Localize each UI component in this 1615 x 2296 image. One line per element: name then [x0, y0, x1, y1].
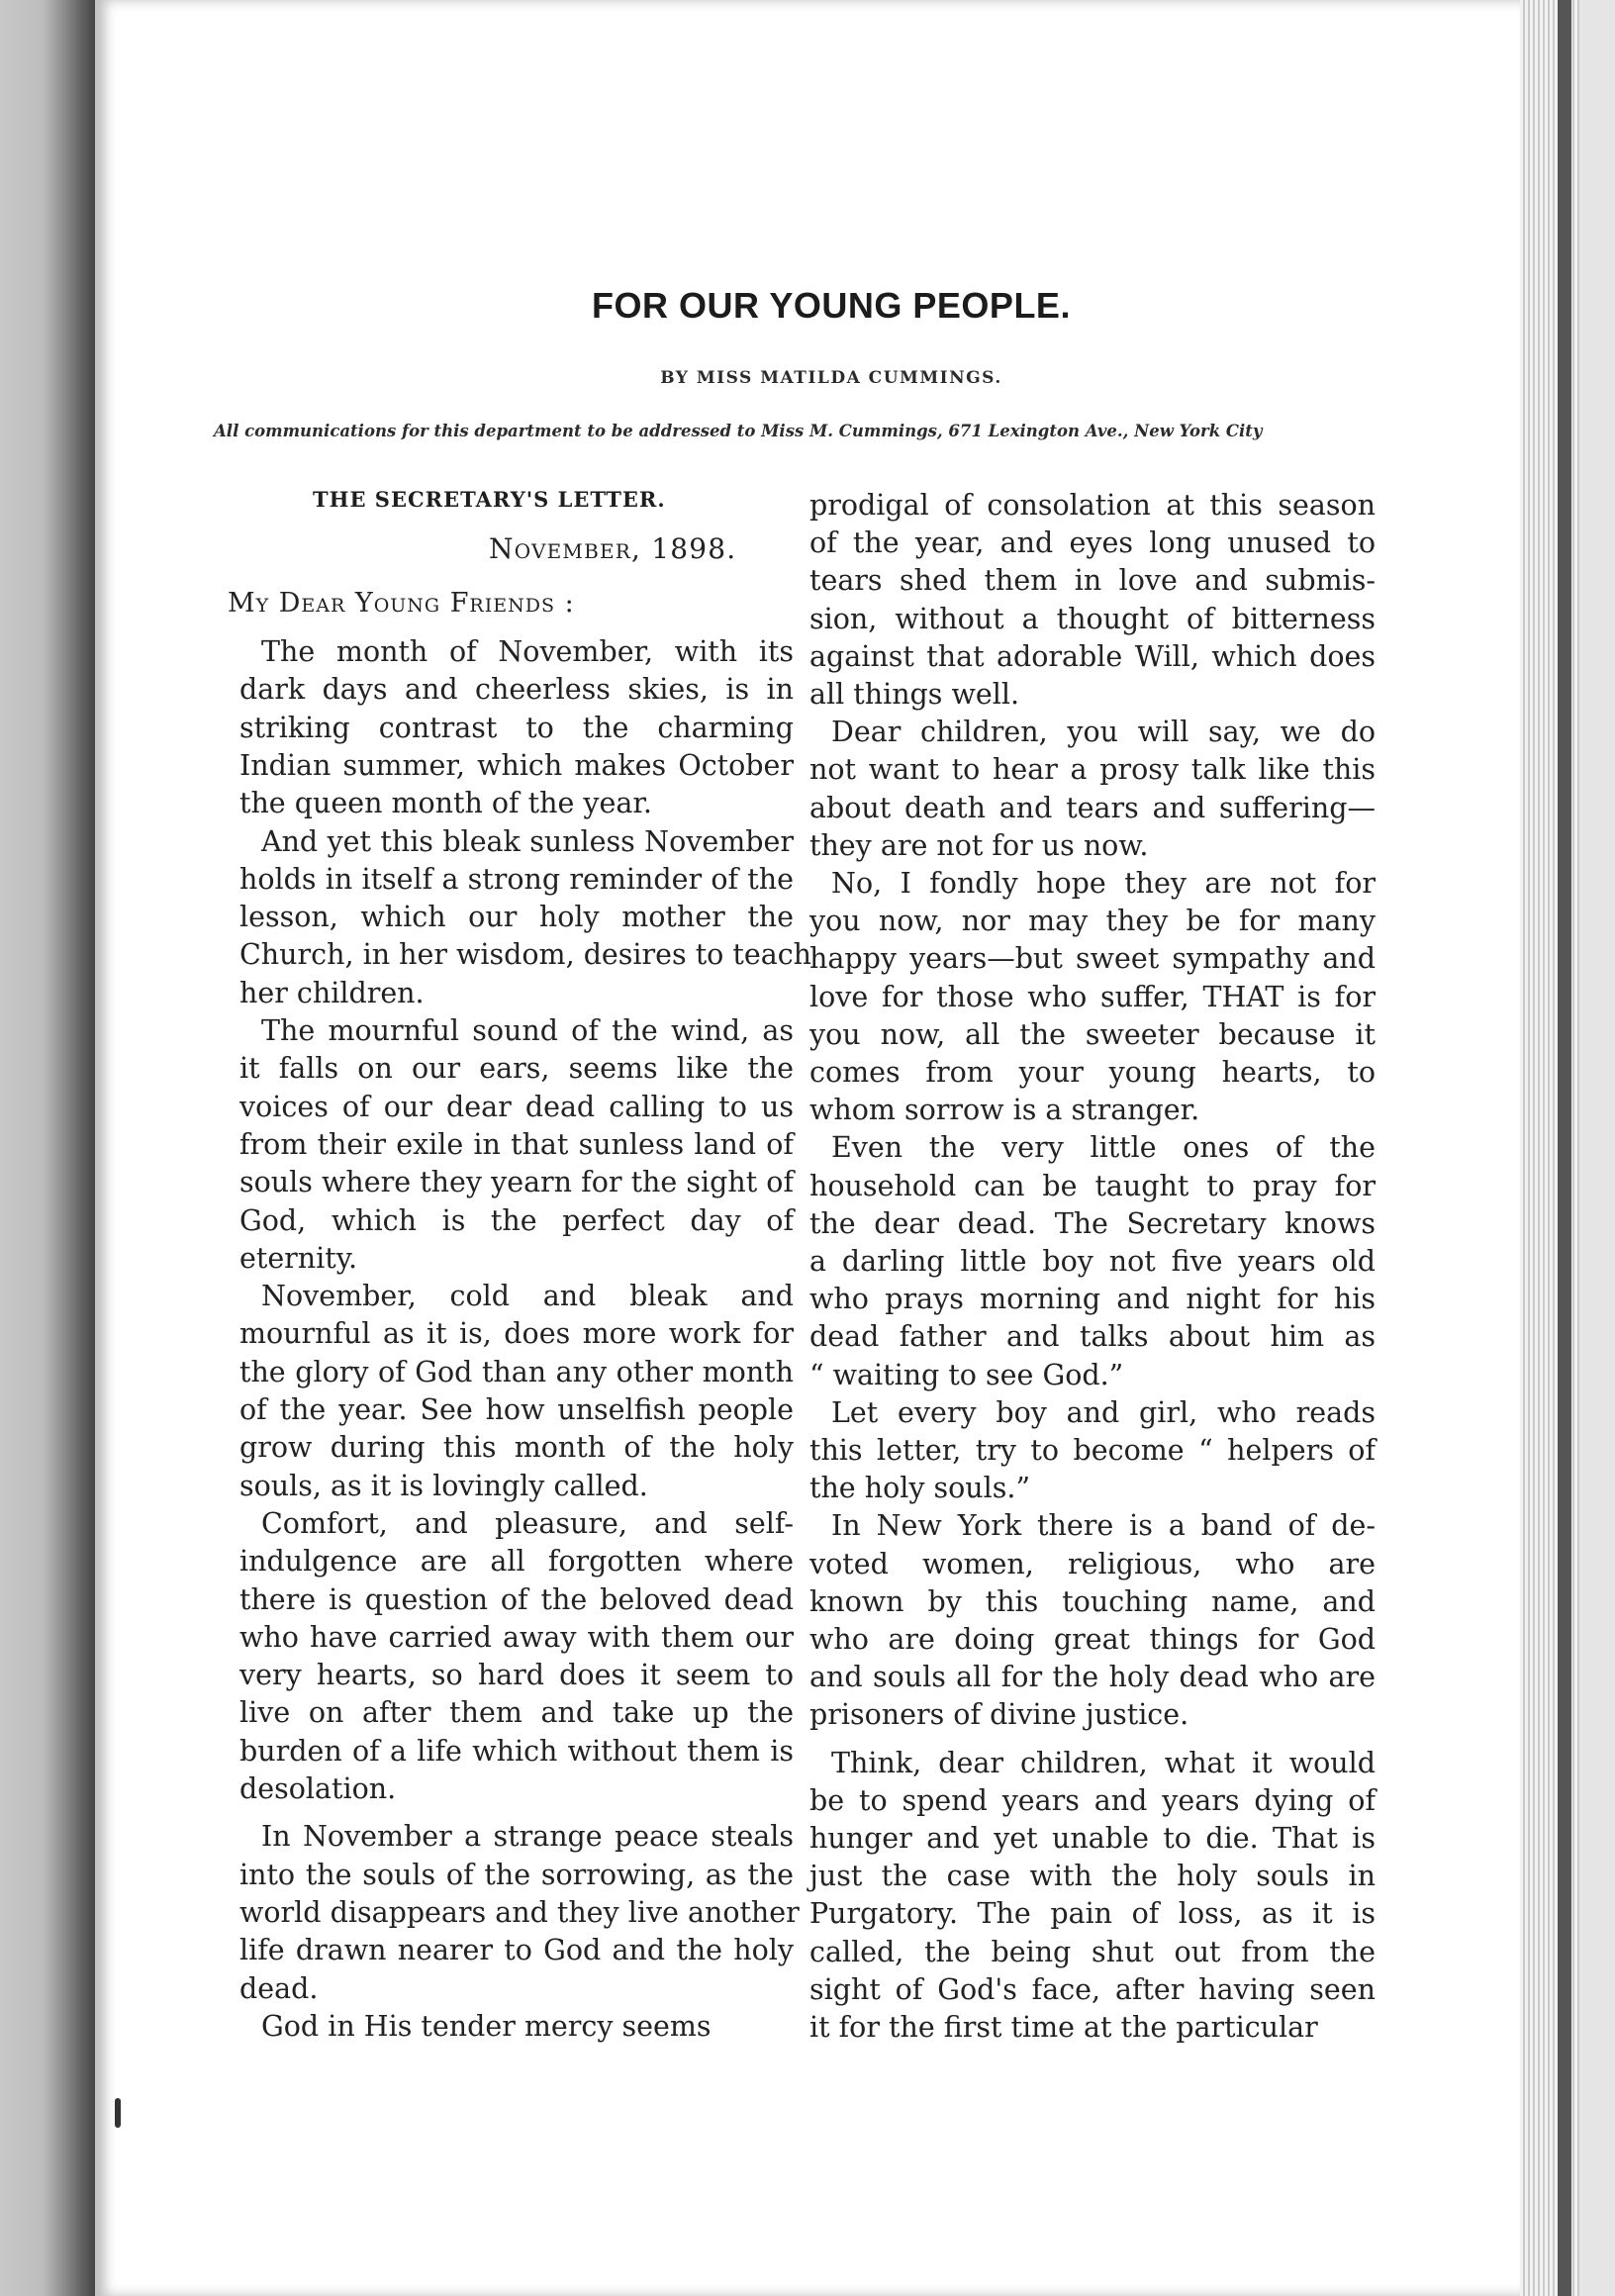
text-line: this letter, try to become “ helpers of — [809, 1434, 1376, 1467]
text-line: world disappears and they live another — [239, 1895, 800, 1929]
margin-mark — [115, 2098, 121, 2128]
text-line: from their exile in that sunless land of — [239, 1127, 794, 1161]
text-line: dead father and talks about him as — [809, 1320, 1376, 1354]
text-line: indulgence are all forgotten where — [239, 1545, 794, 1578]
text-line: striking contrast to the charming — [239, 711, 794, 744]
text-line: souls, as it is lovingly called. — [239, 1469, 648, 1502]
text-line: live on after them and take up the — [239, 1696, 794, 1730]
text-line: not want to hear a prosy talk like this — [809, 753, 1376, 787]
text-line: and souls all for the holy dead who are — [809, 1661, 1376, 1694]
text-line: Purgatory. The pain of loss, as it is — [809, 1897, 1376, 1931]
page-edge-dark-band — [1558, 0, 1571, 2296]
text-line: it falls on our ears, seems like the — [239, 1052, 794, 1086]
text-line: dark days and cheerless skies, is in — [239, 673, 794, 707]
text-line: who have carried away with them our — [239, 1620, 794, 1654]
text-line: Even the very little ones of the — [831, 1131, 1376, 1165]
text-line: “ waiting to see God.” — [809, 1358, 1124, 1391]
text-line: sion, without a thought of bitterness — [809, 602, 1376, 635]
text-line: whom sorrow is a stranger. — [809, 1094, 1200, 1127]
text-line: desolation. — [239, 1772, 397, 1805]
text-line: voted women, religious, who are — [809, 1547, 1376, 1580]
text-line: hunger and yet unable to die. That is — [809, 1822, 1376, 1855]
text-line: into the souls of the sorrowing, as the — [239, 1858, 794, 1891]
text-line: eternity. — [239, 1241, 358, 1275]
text-line: of the year. See how unselfish people — [239, 1393, 794, 1426]
text-line: tears shed them in love and submis- — [809, 564, 1376, 598]
text-line: love for those who suffer, THAT is for — [809, 980, 1376, 1013]
text-line: God in His tender mercy seems — [261, 2009, 712, 2043]
text-line: life drawn nearer to God and the holy — [239, 1934, 794, 1967]
text-line: known by this touching name, and — [809, 1584, 1376, 1618]
text-line: Let every boy and girl, who reads — [831, 1395, 1376, 1429]
text-line: be to spend years and years dying of — [809, 1783, 1376, 1817]
text-line: sight of God's face, after having seen — [809, 1972, 1376, 2006]
text-line: there is question of the beloved dead — [239, 1582, 794, 1616]
text-line: called, the being shut out from the — [809, 1935, 1376, 1968]
text-line: No, I fondly hope they are not for — [831, 867, 1376, 900]
text-line: mournful as it is, does more work for — [239, 1317, 794, 1351]
text-line: souls where they yearn for the sight of — [239, 1166, 794, 1199]
text-line: of the year, and eyes long unused to — [809, 526, 1376, 560]
text-line: household can be taught to pray for — [809, 1169, 1376, 1202]
text-line: the dear dead. The Secretary knows — [809, 1206, 1376, 1240]
text-line: God, which is the perfect day of — [239, 1203, 794, 1237]
address-note: All communications for this department to be addressed to Miss M. Cummings, 671 Lexington Ave., New York City — [214, 422, 1263, 440]
text-line: In November a strange peace steals — [261, 1820, 794, 1854]
letter-date: November, 1898. — [489, 532, 737, 565]
text-line: who are doing great things for God — [809, 1623, 1376, 1656]
text-line: prisoners of divine justice. — [809, 1698, 1189, 1732]
text-line: lesson, which our holy mother the — [239, 901, 794, 934]
text-line: Dear children, you will say, we do — [831, 716, 1376, 749]
letter-heading: THE SECRETARY'S LETTER. — [313, 487, 666, 512]
text-line: holds in itself a strong reminder of the — [239, 862, 794, 896]
text-line: very hearts, so hard does it seem to — [239, 1659, 794, 1692]
text-line: all things well. — [809, 678, 1020, 711]
text-line: grow during this month of the holy — [239, 1431, 794, 1465]
book-spine-shadow — [0, 0, 107, 2296]
text-line: November, cold and bleak and — [261, 1280, 794, 1313]
text-line: comes from your young hearts, to — [809, 1056, 1376, 1089]
text-line: against that adorable Will, which does — [809, 639, 1376, 673]
text-line: they are not for us now. — [809, 828, 1149, 862]
text-line: you now, nor may they be for many — [809, 905, 1376, 938]
text-line: about death and tears and suffering— — [809, 791, 1376, 824]
text-line: The month of November, with its — [261, 635, 794, 668]
page-edges — [1520, 0, 1615, 2296]
text-line: dead. — [239, 1971, 319, 2005]
text-line: you now, all the sweeter because it — [809, 1017, 1376, 1051]
text-line: her children. — [239, 976, 425, 1009]
text-line: And yet this bleak sunless November — [261, 824, 794, 858]
text-line: the queen month of the year. — [239, 787, 652, 820]
text-line: In New York there is a band of de- — [831, 1509, 1376, 1543]
text-line: happy years—but sweet sympathy and — [809, 942, 1376, 976]
text-line: prodigal of consolation at this season — [809, 489, 1376, 522]
text-line: Indian summer, which makes October — [239, 748, 794, 782]
page-title: FOR OUR YOUNG PEOPLE. — [592, 285, 1071, 326]
text-line: The mournful sound of the wind, as — [261, 1014, 794, 1047]
text-line: the glory of God than any other month — [239, 1355, 794, 1388]
author-byline: BY MISS MATILDA CUMMINGS. — [660, 368, 1002, 388]
text-line: Comfort, and pleasure, and self- — [261, 1506, 794, 1540]
text-line: the holy souls.” — [809, 1472, 1031, 1505]
letter-salutation: My Dear Young Friends : — [228, 588, 575, 619]
text-line: just the case with the holy souls in — [809, 1860, 1376, 1893]
text-line: burden of a life which without them is — [239, 1734, 794, 1768]
text-line: it for the first time at the particular — [809, 2011, 1318, 2044]
text-line: Church, in her wisdom, desires to teach — [239, 938, 812, 972]
page-edge-light-band — [1579, 0, 1615, 2296]
text-line: voices of our dear dead calling to us — [239, 1090, 794, 1123]
text-line: who prays morning and night for his — [809, 1283, 1376, 1316]
text-line: Think, dear children, what it would — [831, 1746, 1376, 1779]
text-line: a darling little boy not five years old — [809, 1245, 1376, 1278]
